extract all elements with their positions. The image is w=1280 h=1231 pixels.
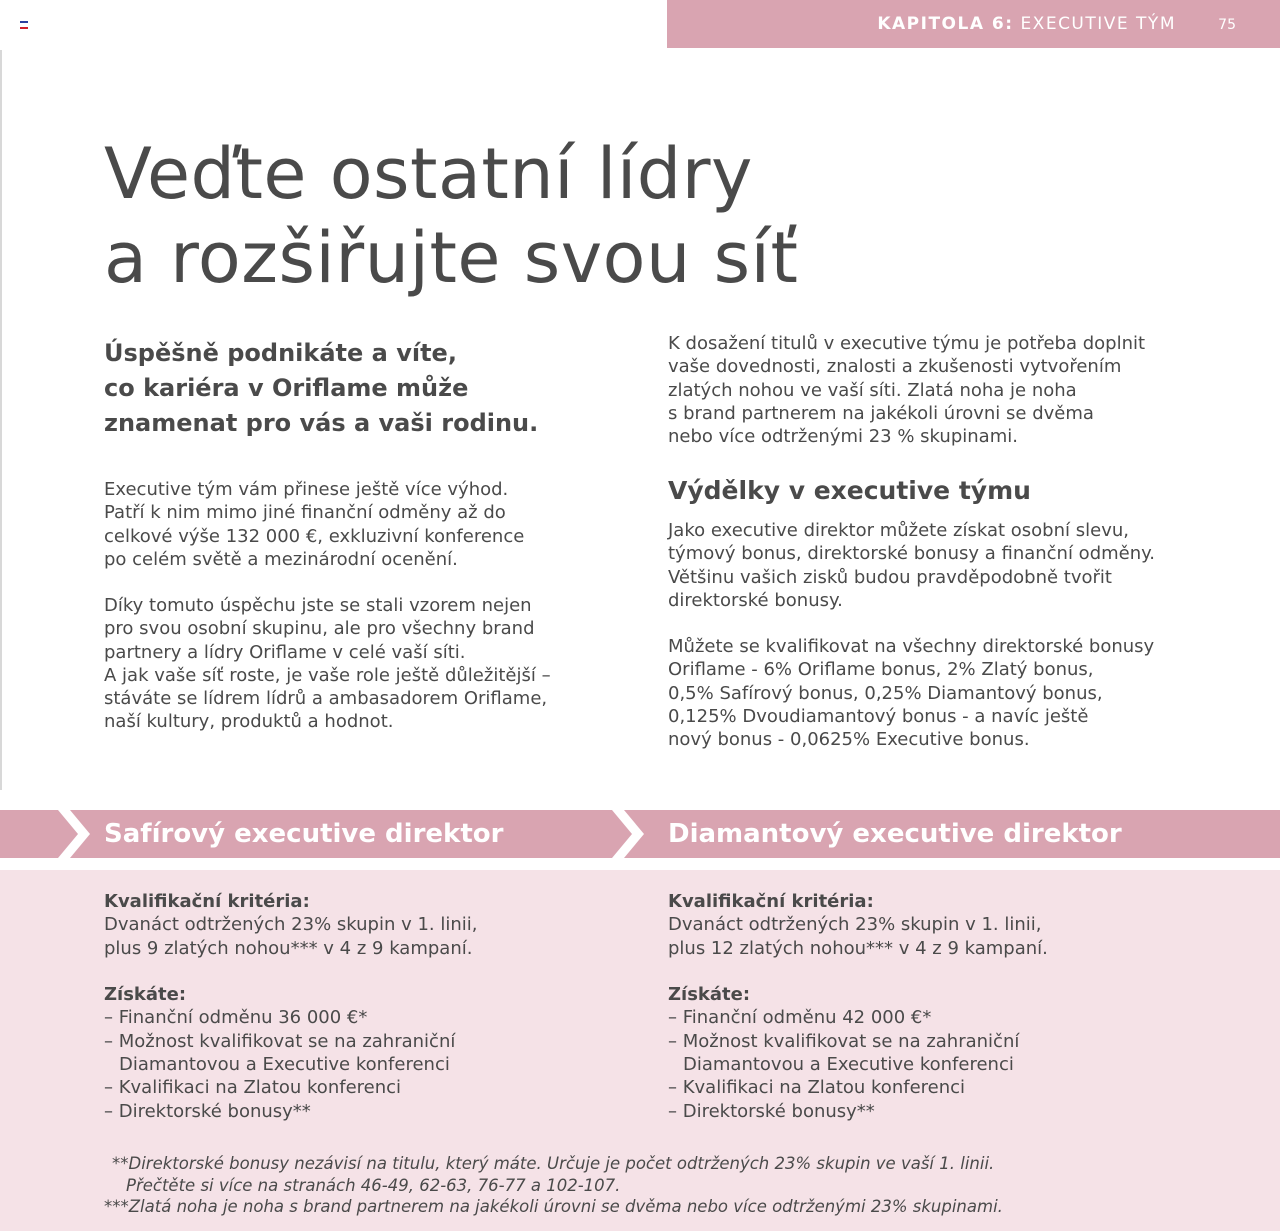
- language-flag-icon: [20, 21, 28, 28]
- footnote-line: Přečtěte si více na stranách 46-49, 62-63, 76-77 a 102-107.: [126, 1175, 621, 1195]
- intro-paragraph-1: [104, 478, 524, 571]
- intro-paragraph-2: [104, 594, 551, 734]
- earnings-subheading: Výdělky v executive týmu: [668, 476, 1031, 505]
- text-line: 0,125% Dvoudiamantový bonus - a navíc ještě: [668, 705, 1089, 727]
- text-line: Díky tomuto úspěchu jste se stali vzorem nejen: [104, 595, 532, 616]
- benefit-item: – Možnost kvalifikovat se na zahraniční: [668, 1030, 1020, 1052]
- benefit-item: – Kvalifikaci na Zlatou konferenci: [104, 1077, 402, 1099]
- lead-line: znamenat pro vás a vaši rodinu.: [104, 409, 539, 437]
- sapphire-details: [104, 890, 478, 1123]
- chapter-heading: [877, 14, 1176, 34]
- criteria-line: Dvanáct odtržených 23% skupin v 1. linii,: [104, 914, 478, 936]
- golden-leg-paragraph: [668, 332, 1145, 448]
- footnote-line: **Direktorské bonusy nezávisí na titulu, který máte. Určuje je počet odtržených 23% skupin ve vaší 1. linii.: [112, 1154, 995, 1173]
- earnings-paragraph: [668, 519, 1155, 612]
- text-line: Executive tým vám přinese ještě více výhod.: [104, 479, 509, 500]
- text-line: Můžete se kvalifikovat na všechny direktorské bonusy: [668, 636, 1155, 657]
- text-line: nový bonus - 0,0625% Executive bonus.: [668, 729, 1030, 751]
- text-line: Oriflame - 6% Oriflame bonus, 2% Zlatý bonus,: [668, 659, 1094, 681]
- chapter-title: EXECUTIVE TÝM: [1020, 14, 1176, 34]
- title-line-2: a rozšiřujte svou síť: [104, 217, 799, 299]
- text-line: s brand partnerem na jakékoli úrovni se dvěma: [668, 402, 1094, 424]
- banner-gap: [0, 858, 1280, 860]
- text-line: zlatých nohou ve vaší síti. Zlatá noha je noha: [668, 379, 1077, 401]
- text-line: týmový bonus, direktorské bonusy a finanční odměny.: [668, 543, 1155, 565]
- lead-line: Úspěšně podnikáte a víte,: [104, 339, 457, 367]
- footnotes: [104, 1153, 1003, 1218]
- sapphire-title: Safírový executive direktor: [104, 819, 504, 849]
- text-line: stáváte se lídrem lídrů a ambasadorem Oriflame,: [104, 688, 548, 710]
- text-line: K dosažení titulů v executive týmu je potřeba doplnit: [668, 333, 1146, 354]
- footnote-line: ***Zlatá noha je noha s brand partnerem na jakékoli úrovni se dvěma nebo více odtrženými 23% skupinami.: [104, 1197, 1003, 1216]
- text-line: naší kultury, produktů a hodnot.: [104, 711, 394, 733]
- page-title: [104, 132, 798, 300]
- text-line: 0,5% Safírový bonus, 0,25% Diamantový bonus,: [668, 682, 1103, 704]
- text-line: vaše dovednosti, znalosti a zkušenosti vytvořením: [668, 356, 1122, 378]
- text-line: Většinu vašich zisků budou pravděpodobně tvořit: [668, 566, 1112, 588]
- criteria-line: plus 12 zlatých nohou*** v 4 z 9 kampaní.: [668, 937, 1048, 959]
- lead-paragraph: [104, 336, 584, 441]
- page-edge-rule: [0, 50, 2, 790]
- title-line-1: Veďte ostatní lídry: [104, 133, 753, 215]
- text-line: direktorské bonusy.: [668, 589, 843, 611]
- benefit-item: – Finanční odměnu 42 000 €*: [668, 1007, 932, 1029]
- text-line: Patří k nim mimo jiné finanční odměny až do: [104, 502, 506, 524]
- text-line: po celém světě a mezinárodní ocenění.: [104, 548, 458, 570]
- benefits-label: Získáte:: [104, 984, 187, 1006]
- benefit-item: – Finanční odměnu 36 000 €*: [104, 1007, 368, 1029]
- text-line: Jako executive direktor můžete získat osobní slevu,: [668, 520, 1129, 541]
- criteria-label: Kvalifikační kritéria:: [104, 891, 310, 912]
- benefit-item: – Direktorské bonusy**: [668, 1100, 875, 1122]
- text-line: pro svou osobní skupinu, ale pro všechny brand: [104, 618, 535, 640]
- text-line: nebo více odtrženými 23 % skupinami.: [668, 426, 1018, 448]
- text-line: partnery a lídry Oriflame v celé vaší síti.: [104, 641, 466, 663]
- benefit-item: – Kvalifikaci na Zlatou konferenci: [668, 1077, 966, 1099]
- diamond-details: [668, 890, 1048, 1123]
- criteria-label: Kvalifikační kritéria:: [668, 891, 874, 912]
- chapter-label: KAPITOLA 6:: [877, 14, 1014, 34]
- diamond-title: Diamantový executive direktor: [668, 819, 1122, 849]
- benefits-label: Získáte:: [668, 984, 751, 1006]
- benefit-item: Diamantovou a Executive konferenci: [683, 1054, 1014, 1076]
- criteria-line: Dvanáct odtržených 23% skupin v 1. linii,: [668, 914, 1042, 936]
- text-line: celkové výše 132 000 €, exkluzivní konference: [104, 525, 525, 547]
- page-number: 75: [1218, 17, 1236, 33]
- benefit-item: – Direktorské bonusy**: [104, 1100, 311, 1122]
- bonus-paragraph: [668, 635, 1154, 751]
- benefit-item: Diamantovou a Executive konferenci: [119, 1054, 450, 1076]
- lead-line: co kariéra v Oriflame může: [104, 374, 469, 402]
- text-line: A jak vaše síť roste, je vaše role ještě důležitější –: [104, 664, 551, 686]
- benefit-item: – Možnost kvalifikovat se na zahraniční: [104, 1030, 456, 1052]
- criteria-line: plus 9 zlatých nohou*** v 4 z 9 kampaní.: [104, 937, 473, 959]
- chapter-header: [667, 0, 1280, 48]
